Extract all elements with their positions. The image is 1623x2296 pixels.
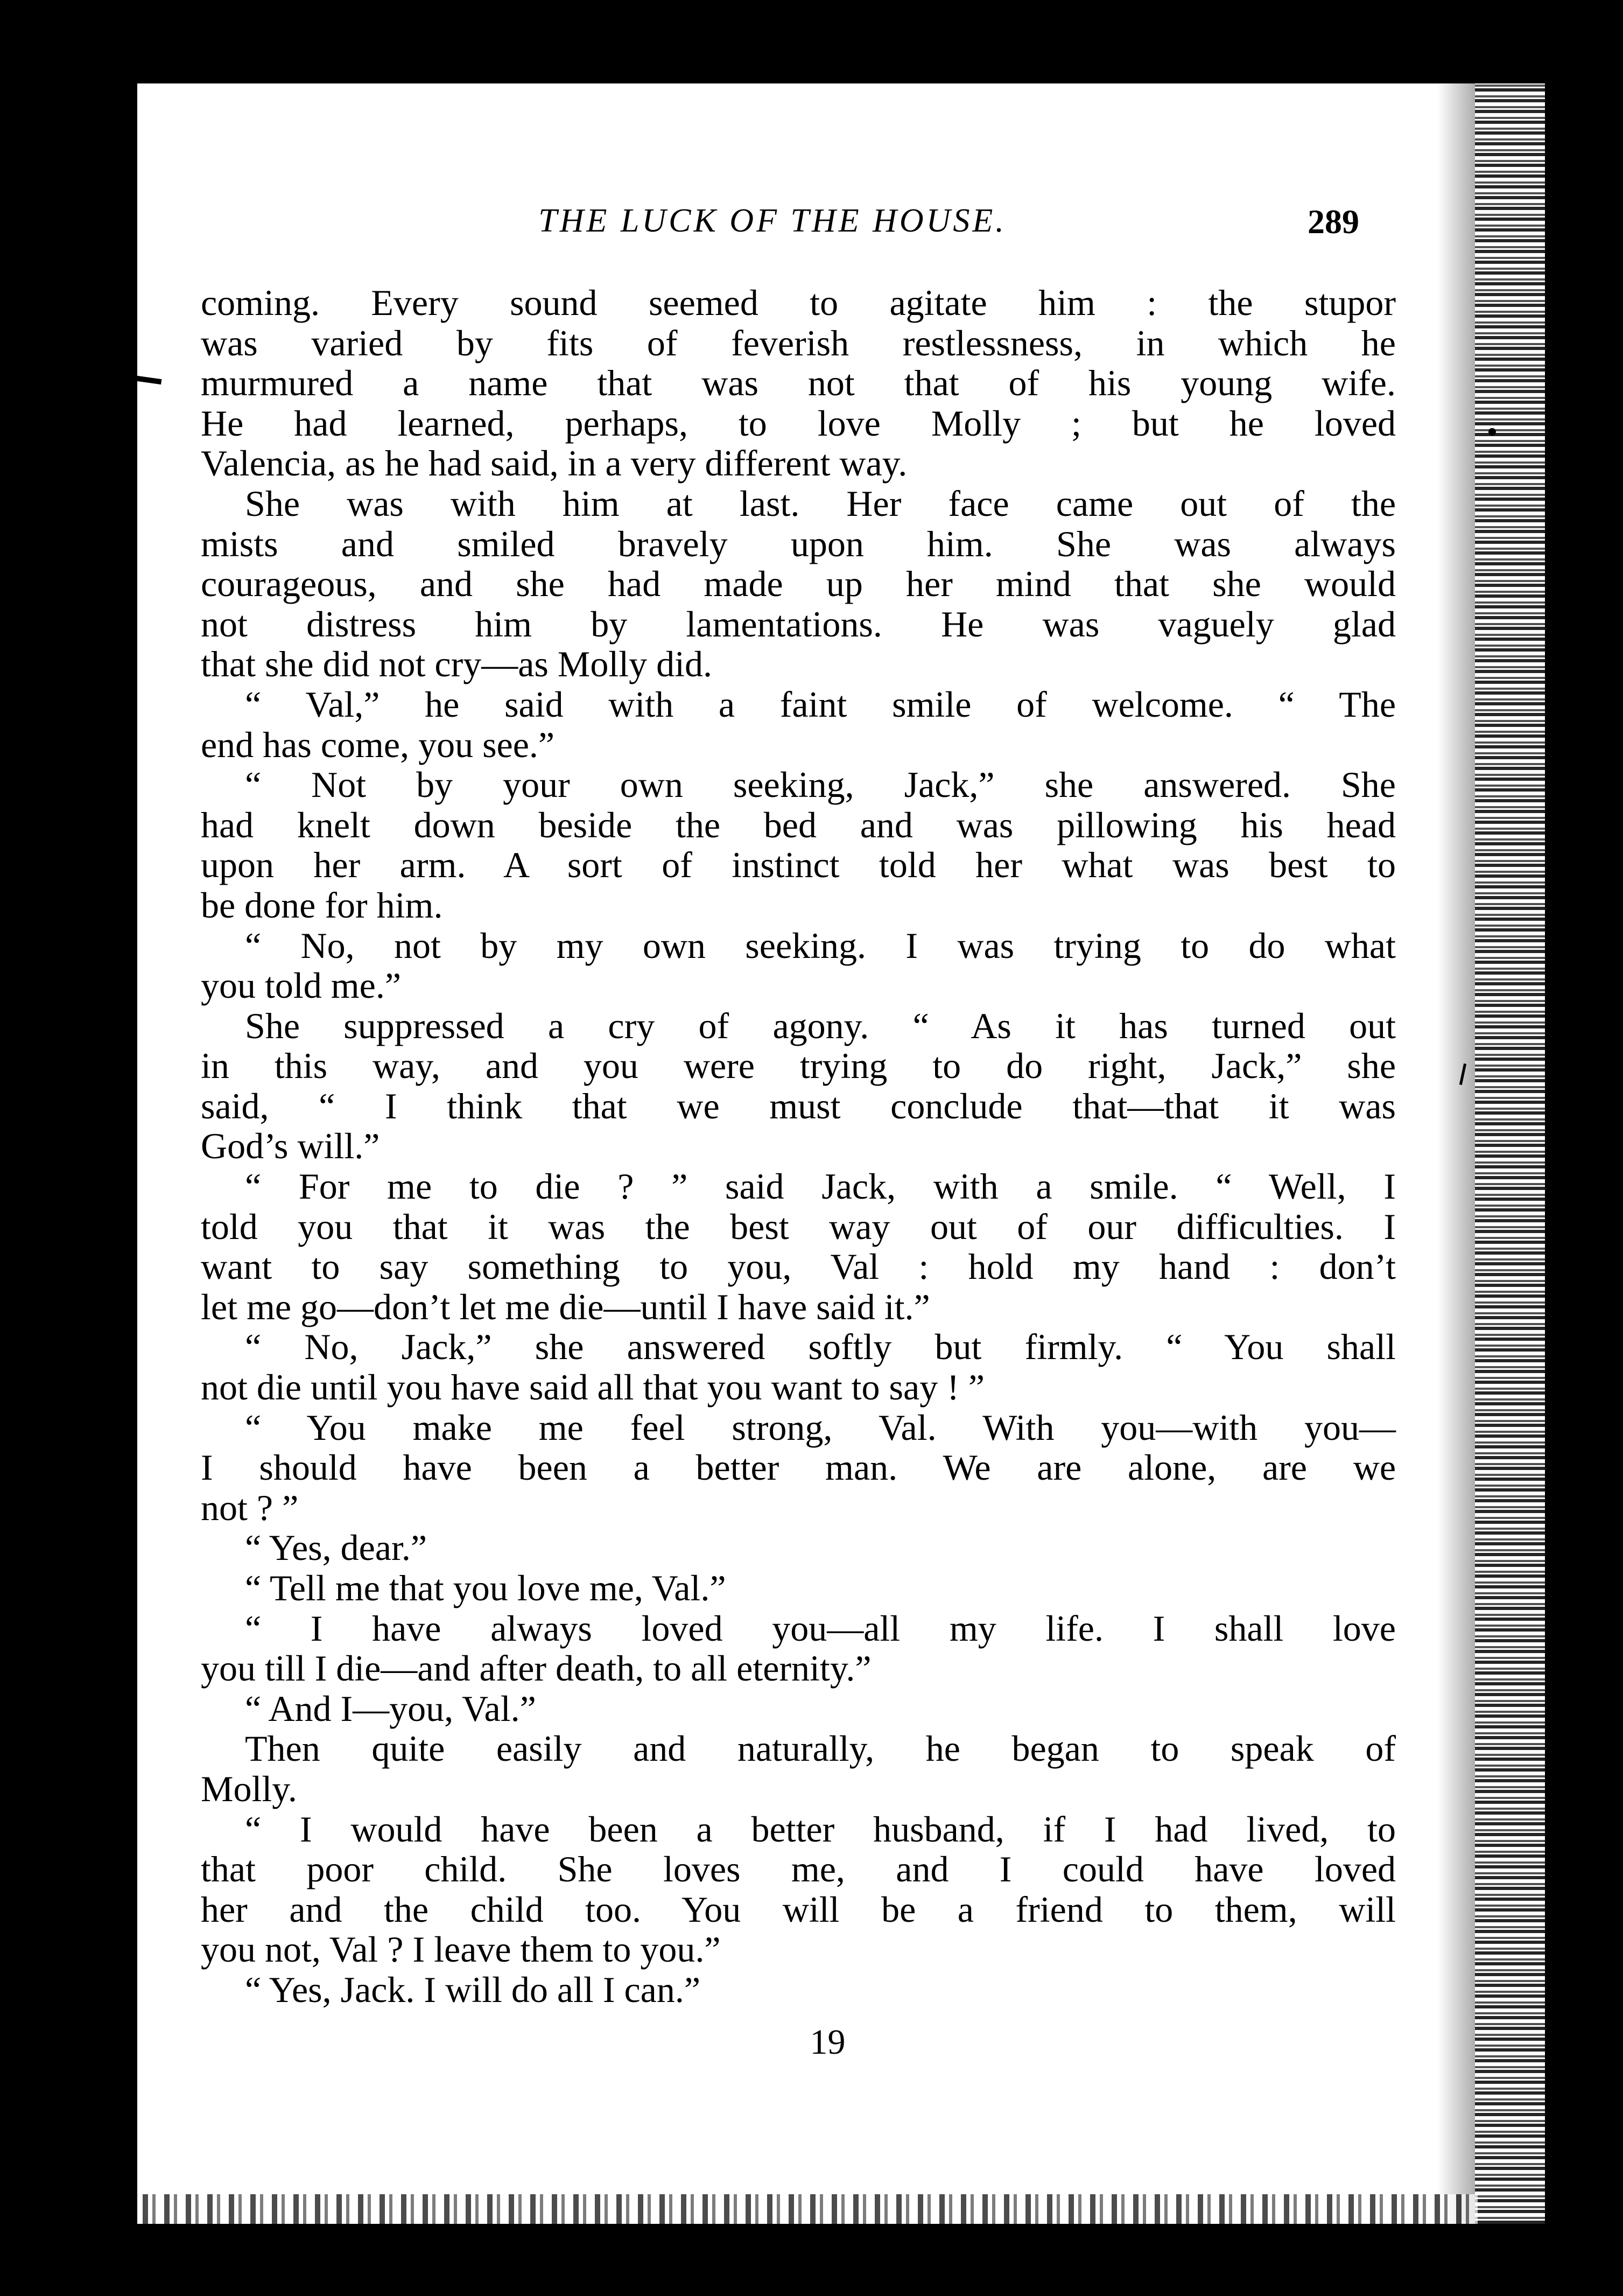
text-line: let me go—don’t let me die—until I have said it.” xyxy=(201,1286,930,1327)
text-line: told you that it was the best way out of our difficulties. I xyxy=(201,1206,1396,1247)
text-line: said, “ I think that we must conclude that—that it was xyxy=(201,1085,1396,1126)
book-page xyxy=(110,83,1545,2224)
text-line: He had learned, perhaps, to love Molly ; but he loved xyxy=(201,402,1396,444)
running-title: THE LUCK OF THE HOUSE. xyxy=(538,202,1007,239)
text-line: courageous, and she had made up her mind that she would xyxy=(201,563,1396,605)
text-line: “ I would have been a better husband, if I had lived, to xyxy=(245,1808,1396,1850)
text-line: God’s will.” xyxy=(201,1125,380,1167)
page-number: 289 xyxy=(1308,202,1359,241)
text-line: I should have been a better man. We are alone, are we xyxy=(201,1447,1396,1488)
text-line: “ Yes, Jack. I will do all I can.” xyxy=(245,1969,701,2010)
text-line: mists and smiled bravely upon him. She was always xyxy=(201,523,1396,564)
text-line: want to say something to you, Val : hold my hand : don’t xyxy=(201,1246,1396,1287)
text-line: you till I die—and after death, to all eternity.” xyxy=(201,1648,872,1689)
body-text xyxy=(201,283,1396,2010)
text-line: was varied by fits of feverish restlessness, in which he xyxy=(201,322,1396,363)
text-line: had knelt down beside the bed and was pillowing his head xyxy=(201,804,1396,845)
text-line: “ No, Jack,” she answered softly but firmly. “ You shall xyxy=(245,1326,1396,1368)
page-edge-right xyxy=(1475,83,1545,2224)
page-binding-shadow xyxy=(110,83,137,2224)
text-line: murmured a name that was not that of his young wife. xyxy=(201,362,1396,404)
text-line: her and the child too. You will be a friend to them, will xyxy=(201,1888,1396,1930)
text-line: “ No, not by my own seeking. I was trying to do what xyxy=(245,925,1396,966)
text-line: you not, Val ? I leave them to you.” xyxy=(201,1929,721,1970)
signature-mark: 19 xyxy=(810,2022,846,2062)
text-line: “ Val,” he said with a faint smile of welcome. “ The xyxy=(245,683,1396,725)
text-line: that poor child. She loves me, and I could have loved xyxy=(201,1849,1396,1890)
text-line: be done for him. xyxy=(201,884,443,926)
text-line: not die until you have said all that you want to say ! ” xyxy=(201,1367,985,1408)
text-line: you told me.” xyxy=(201,965,402,1006)
text-line: end has come, you see.” xyxy=(201,724,555,765)
text-line: “ Not by your own seeking, Jack,” she answered. She xyxy=(245,764,1396,806)
text-line: “ And I—you, Val.” xyxy=(245,1688,536,1729)
text-line: Valencia, as he had said, in a very different way. xyxy=(201,443,908,484)
running-head xyxy=(186,202,1359,250)
text-line: “ Tell me that you love me, Val.” xyxy=(245,1567,726,1608)
text-line: not distress him by lamentations. He was vaguely glad xyxy=(201,603,1396,645)
text-line: that she did not cry—as Molly did. xyxy=(201,643,713,685)
text-line: “ For me to die ? ” said Jack, with a smile. “ Well, I xyxy=(245,1166,1396,1207)
text-line: Then quite easily and naturally, he began to speak of xyxy=(245,1728,1396,1769)
text-line: “ You make me feel strong, Val. With you—with you— xyxy=(245,1406,1396,1448)
text-line: in this way, and you were trying to do right, Jack,” she xyxy=(201,1045,1396,1087)
text-line: “ Yes, dear.” xyxy=(245,1527,427,1569)
page-edge-shadow xyxy=(1437,83,1475,2224)
text-line: She was with him at last. Her face came out of the xyxy=(245,482,1396,524)
text-line: Molly. xyxy=(201,1768,297,1809)
text-line: “ I have always loved you—all my life. I shall love xyxy=(245,1607,1396,1649)
text-line: She suppressed a cry of agony. “ As it has turned out xyxy=(245,1005,1396,1046)
text-line: not ? ” xyxy=(201,1487,299,1528)
margin-mark xyxy=(1488,428,1496,436)
page-edge-bottom xyxy=(143,2194,1478,2224)
text-line: upon her arm. A sort of instinct told her what was best to xyxy=(201,844,1396,886)
text-line: coming. Every sound seemed to agitate him : the stupor xyxy=(201,282,1396,323)
